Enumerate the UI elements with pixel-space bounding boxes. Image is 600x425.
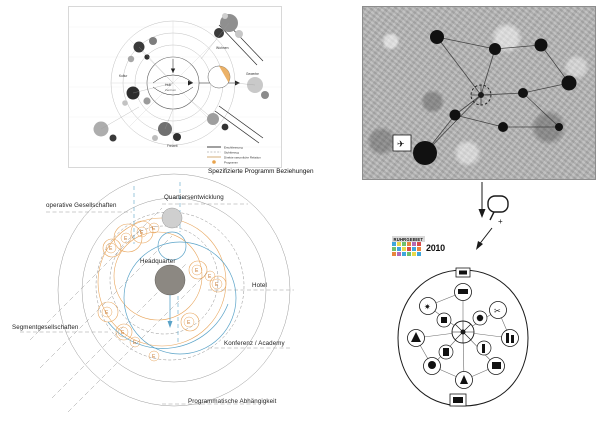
map-node-3 bbox=[535, 39, 548, 52]
svg-text:E: E bbox=[133, 340, 137, 346]
map-network-overlay bbox=[363, 7, 595, 179]
svg-text:Hub: Hub bbox=[165, 83, 172, 87]
label-hotel: Hotel bbox=[252, 282, 267, 289]
radial-program-svg bbox=[12, 172, 342, 420]
map-node-5 bbox=[518, 88, 528, 98]
svg-text:✂: ✂ bbox=[494, 306, 501, 316]
map-node-4 bbox=[562, 76, 577, 91]
svg-text:E: E bbox=[215, 282, 219, 288]
svg-text:Kultur: Kultur bbox=[119, 74, 128, 78]
aerial-network-map bbox=[362, 6, 596, 180]
svg-text:Wohnen: Wohnen bbox=[216, 46, 229, 50]
program-relations-svg bbox=[69, 7, 281, 167]
map-node-9 bbox=[413, 141, 437, 165]
label-operative-gesellschaften: operative Gesellschaften bbox=[46, 202, 117, 209]
svg-text:E: E bbox=[140, 230, 144, 236]
svg-text:E: E bbox=[105, 310, 109, 316]
ruhrgebiet-2010-logo bbox=[392, 236, 462, 258]
svg-text:E: E bbox=[152, 226, 156, 232]
svg-text:E: E bbox=[109, 246, 113, 252]
svg-text:Direkte raeumliche Relation: Direkte raeumliche Relation bbox=[224, 155, 261, 160]
svg-text:E: E bbox=[124, 236, 128, 242]
svg-text:Freizeit: Freizeit bbox=[167, 144, 178, 148]
svg-text:E: E bbox=[208, 274, 212, 280]
logo-wordmark: RUHRGEBIET bbox=[393, 236, 424, 242]
map-node-2 bbox=[489, 43, 501, 55]
svg-text:✷: ✷ bbox=[424, 302, 431, 312]
label-konferenz-academy: Konferenz / Academy bbox=[224, 340, 285, 347]
svg-text:E: E bbox=[152, 354, 156, 360]
map-node-6 bbox=[450, 110, 461, 121]
radial-program-diagram bbox=[12, 172, 342, 420]
svg-text:Erschliessung: Erschliessung bbox=[224, 145, 243, 150]
svg-text:E: E bbox=[121, 330, 125, 336]
map-node-7 bbox=[498, 122, 508, 132]
logo-color-tiles bbox=[392, 242, 421, 256]
program-icon-diagram bbox=[388, 262, 538, 414]
program-relations-caption: Spezifizierte Programm Beziehungen bbox=[208, 168, 314, 175]
label-quartiersentwicklung: Quartiersentwicklung bbox=[164, 194, 224, 201]
zoom-connector-svg bbox=[470, 182, 530, 252]
svg-text:Zentrum: Zentrum bbox=[165, 88, 177, 92]
svg-text:E: E bbox=[195, 268, 199, 274]
label-segmentgesellschaften: Segmentgesellschaften bbox=[12, 324, 79, 331]
program-icon-svg bbox=[388, 262, 538, 414]
svg-text:Sichtbezug: Sichtbezug bbox=[224, 150, 239, 155]
map-node-8 bbox=[555, 123, 563, 131]
label-headquarter: Headquarter bbox=[140, 258, 176, 265]
magnifier-plus-label: + bbox=[498, 217, 503, 226]
logo-year: 2010 bbox=[426, 243, 445, 253]
label-programmatische-abhaengigkeit: Programmatische Abhängigkeit bbox=[188, 398, 277, 405]
zoom-connector bbox=[470, 182, 530, 252]
svg-text:Programm: Programm bbox=[224, 160, 239, 165]
svg-text:Gewerbe: Gewerbe bbox=[246, 72, 259, 76]
svg-text:E: E bbox=[187, 320, 191, 326]
specified-program-relations-diagram bbox=[68, 6, 282, 168]
map-node-1 bbox=[430, 30, 444, 44]
svg-text:✈: ✈ bbox=[397, 139, 405, 149]
